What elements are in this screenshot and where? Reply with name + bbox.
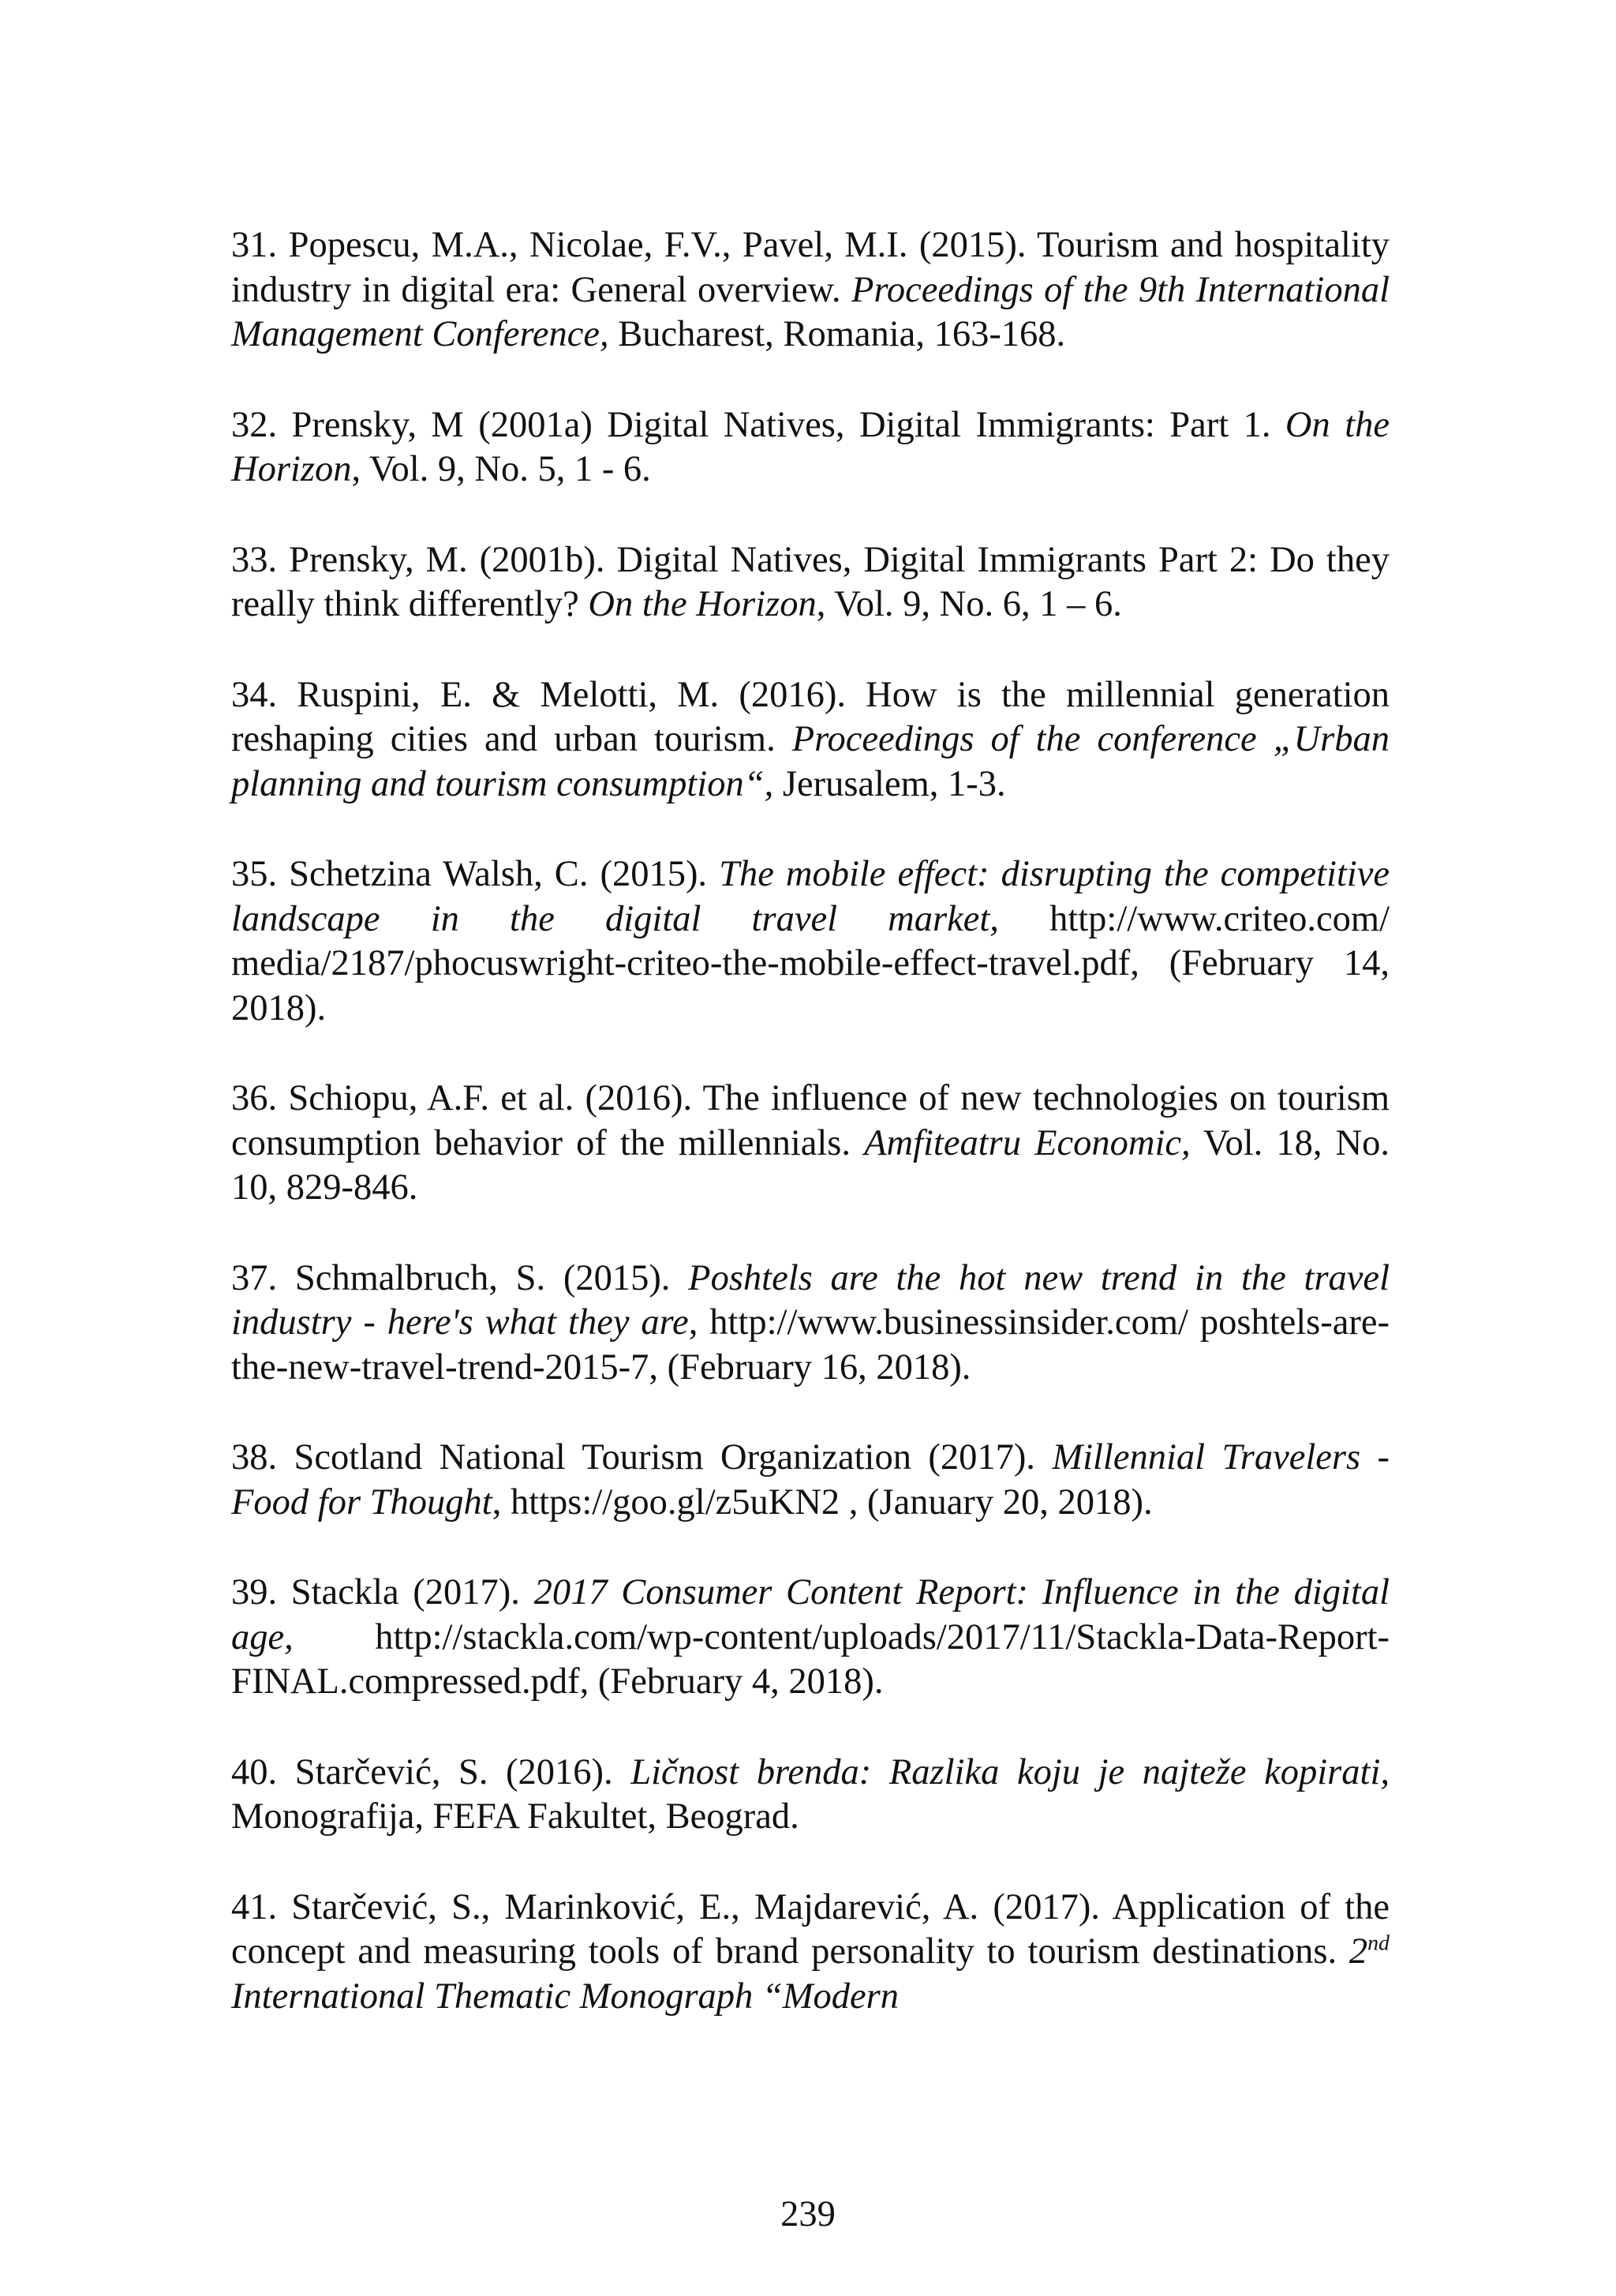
reference-text: 36. Schiopu, A.F. et al. (2016). The influence of new technologies on tourism consumption behavior of the millennials.: [231, 1078, 1390, 1163]
ref-40: [231, 1751, 1390, 1840]
ref-39: [231, 1571, 1390, 1705]
ref-31: [231, 223, 1390, 358]
reference-text: , https://goo.gl/z5uKN2 , (January 20, 2018).: [492, 1481, 1153, 1523]
italic-title-text: Amfiteatru Economic,: [864, 1122, 1191, 1163]
italic-title-text: Poshtels are the hot new trend in the travel industry - here's what they are: [231, 1257, 1390, 1343]
italic-title-text: Proceedings of the conference „Urban planning and tourism consumption“,: [231, 719, 1390, 804]
reference-text: 32. Prensky, M (2001a) Digital Natives, Digital Immigrants: Part 1.: [231, 404, 1285, 445]
superscript: [1367, 1931, 1390, 1956]
reference-text: Monografija, FEFA Fakultet, Beograd.: [231, 1796, 799, 1837]
reference-text: 35. Schetzina Walsh, C. (2015).: [231, 854, 720, 894]
reference-text: Jerusalem, 1-3.: [773, 763, 1006, 804]
italic-title-text: 2017 Consumer Content Report: Influence in the digital age,: [231, 1572, 1390, 1657]
reference-text: Vol. 18, No. 10, 829-846.: [231, 1122, 1390, 1208]
ref-36: [231, 1077, 1390, 1211]
italic-title-text: The mobile effect: disrupting the competitive landscape in the digital travel market,: [231, 854, 1390, 939]
reference-text: 37. Schmalbruch, S. (2015).: [231, 1257, 689, 1298]
reference-text: 40. Starčević, S. (2016).: [231, 1751, 631, 1792]
page-number: 239: [780, 2194, 836, 2234]
italic-title-text: Proceedings of the 9th International Management Conference,: [231, 269, 1390, 354]
ref-34: [231, 673, 1390, 807]
reference-text: Bucharest, Romania, 163-168.: [608, 314, 1066, 354]
reference-text: 38. Scotland National Tourism Organization (2017).: [231, 1437, 1053, 1478]
reference-text: , http://www.businessinsider.com/ poshtels-are-the-new-travel-trend-2015-7, (February 16, 2018).: [231, 1302, 1390, 1388]
superscript-text: nd: [1367, 1931, 1390, 1956]
ref-38: [231, 1436, 1390, 1525]
reference-text: http://stackla.com/wp-content/uploads/2017/11/Stackla-Data-Report-FINAL.compressed.pdf, (February 4, 2018).: [231, 1616, 1390, 1702]
ref-33: [231, 538, 1390, 627]
reference-text: 31. Popescu, M.A., Nicolae, F.V., Pavel, M.I. (2015). Tourism and hospitality industry in digital era: General overview.: [231, 225, 1390, 310]
reference-text: 39. Stackla (2017).: [231, 1572, 534, 1612]
reference-list: [231, 223, 1390, 2065]
italic-title-text: Millennial Travelers - Food for Thought: [231, 1437, 1390, 1523]
ref-32: [231, 403, 1390, 493]
italic-title-text: On the Horizon: [231, 404, 1390, 489]
reference-text: http://www.criteo.com/ media/2187/phocuswright-criteo-the-mobile-effect-travel.pdf, (February 14, 2018).: [231, 898, 1390, 1028]
ref-41: [231, 1886, 1390, 2020]
ref-35: [231, 852, 1390, 1031]
reference-text: 34. Ruspini, E. & Melotti, M. (2016). How is the millennial generation reshaping cities and urban tourism.: [231, 674, 1390, 759]
reference-text: , Vol. 9, No. 5, 1 - 6.: [351, 449, 651, 489]
italic-title-text: International Thematic Monograph “Modern: [231, 1976, 899, 2017]
italic-title-text: Ličnost brenda: Razlika koju je najteže kopirati,: [630, 1751, 1390, 1792]
ref-37: [231, 1257, 1390, 1391]
italic-title-text: 2: [1349, 1931, 1368, 1972]
italic-title-text: On the Horizon: [588, 584, 817, 624]
reference-text: 41. Starčević, S., Marinković, E., Majdarević, A. (2017). Application of the concept and measuring tools of brand personality to tourism destinations.: [231, 1886, 1390, 1972]
reference-text: , Vol. 9, No. 6, 1 – 6.: [816, 584, 1122, 624]
reference-text: 33. Prensky, M. (2001b). Digital Natives, Digital Immigrants Part 2: Do they really think differently?: [231, 539, 1390, 624]
